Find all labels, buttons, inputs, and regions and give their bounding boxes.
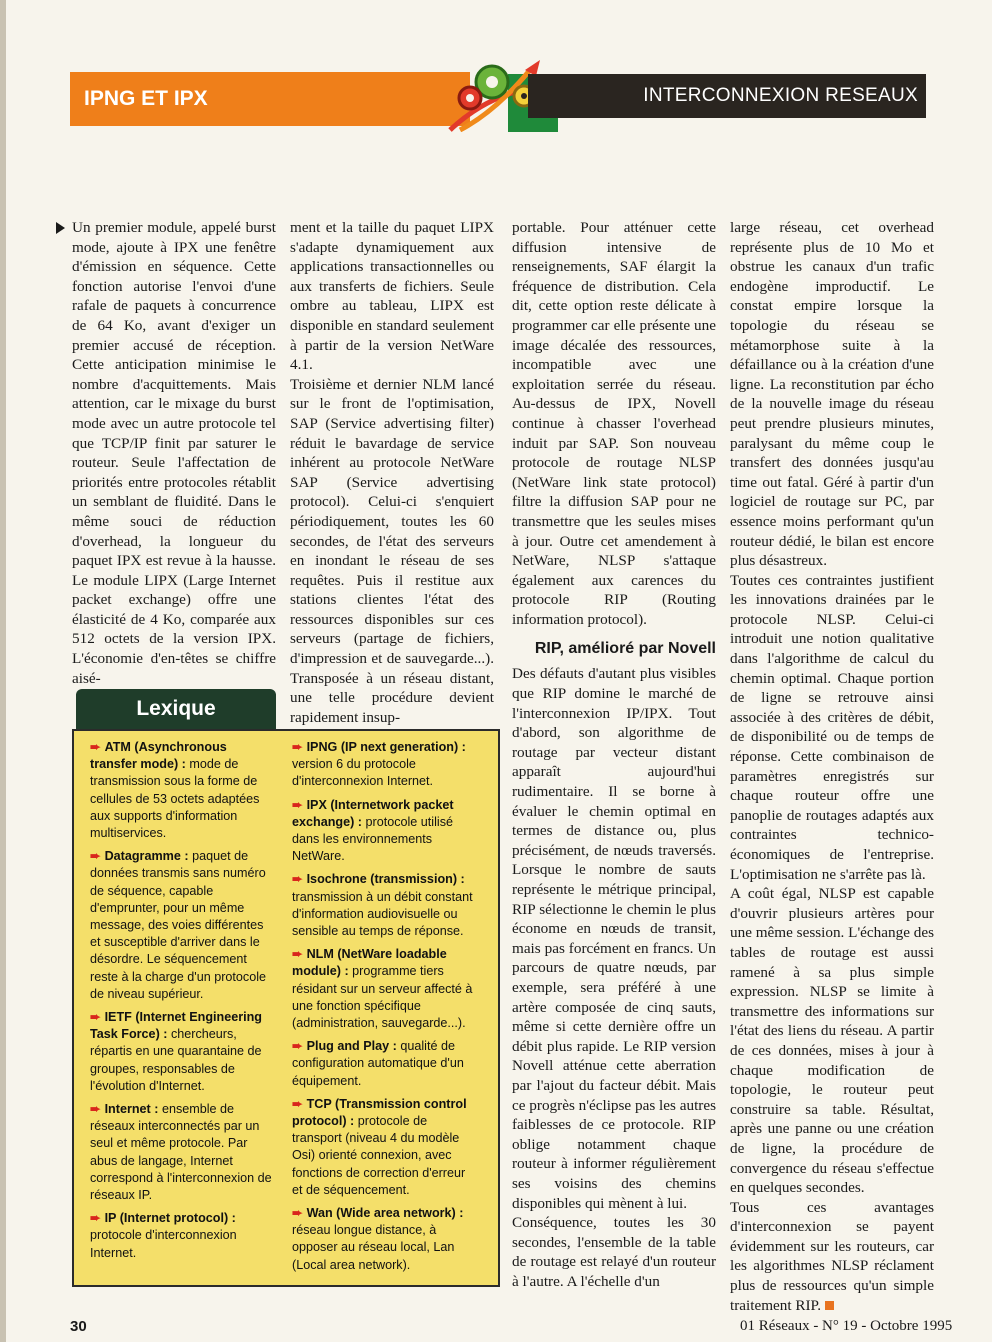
arrow-icon: ➨ (90, 1211, 101, 1226)
lexique-term: IPNG (IP next generation) : (306, 740, 466, 754)
arrow-icon: ➨ (292, 740, 303, 754)
lexique-entry (90, 739, 276, 842)
lexique-entry (90, 1210, 276, 1262)
article-paragraph: Des défauts d'autant plus visibles que RIP domine le marché de l'interconnexion IP/IPX. Tout d'abord, son algorithme de routage par vecteur distant apparaît aujourd'hui rudimentaire. Il se borne à évaluer le chemin optimal en termes de distance ou, plus précisément, de nœuds traversés. Lorsque le nombre de sauts représente le métrique principal, RIP sélectionne le chemin le plus économe en nœuds de transit, mais pas forcément en francs. Un parcours de quatre nœuds, par exemple, sera préféré à une artère composée de cinq sauts, même si cette dernière offre un débit plus rapide. Le RIP version Novell atténue cette aberration par l'ajout du facteur débit. Mais ce progrès n'éclipse pas les autres faiblesses de ce protocole. RIP oblige notamment chaque routeur à informer régulièrement ses voisins des chemins disponibles qui mènent à lui. (512, 665, 716, 1212)
arrow-icon: ➨ (90, 1102, 101, 1117)
lexique-term: Wan (Wide area network) : (306, 1206, 464, 1221)
arrow-icon: ➨ (90, 849, 101, 864)
lexique-definition: qualité de configuration automatique d'un équipement. (292, 1039, 464, 1088)
lexique-definition: programme tiers résidant sur un serveur affecté à une fonction spécifique (administration, sauvegarde...). (292, 964, 473, 1031)
lexique-term: IETF (Internet Engineering Task Force) : (90, 1010, 262, 1042)
article-paragraph: ment et la taille du paquet LIPX s'adapte dynamiquement aux applications transactionnelles ou aux transferts de fichiers. Seule ombre au tableau, LIPX est disponible en standard seulement à partir de la version NetWare 4.1. (290, 219, 494, 374)
article-paragraph: Troisième et dernier NLM lancé sur le front de l'optimisation, SAP (Service advertising filter) réduit le bavardage de service inhérent au protocole NetWare SAP (Service advertising protocol). Celui-ci s'enquiert périodiquement, toutes les 60 secondes, de l'état des serveurs en inondant le réseau de ses requêtes. Puis il restitue aux stations clientes l'état des ressources disponibles sur ces serveurs (partage de fichiers, d'impression et de sauvegarde...). Transposée à un réseau distant, une telle procédure devient rapidement insup- (290, 375, 494, 726)
arrow-icon: ➨ (292, 1096, 303, 1111)
lexique-definition: chercheurs, répartis en une quarantaine de groupes, responsables de l'évolution d'Internet. (90, 1027, 262, 1093)
lexique-entry (90, 1009, 276, 1095)
section-header-right: INTERCONNEXION RESEAUX (528, 74, 926, 118)
page-number: 30 (70, 1318, 87, 1335)
lexique-entry (292, 739, 478, 791)
article-paragraph: Conséquence, toutes les 30 secondes, l'ensemble de la table de routage est relayé d'un routeur à l'autre. A l'échelle d'un (512, 1214, 716, 1290)
lexique-entry (292, 1038, 478, 1090)
lexique-entry (90, 1101, 276, 1204)
article-paragraph (730, 1198, 934, 1316)
lexique-title: Lexique (76, 689, 276, 729)
lexique-definition: ensemble de réseaux interconnectés par un seul et même protocole. Par abus de langage, Internet correspond à l'interconnexion de réseaux IP. (90, 1102, 272, 1203)
lexique-column-left (90, 739, 276, 1268)
arrow-icon: ➨ (292, 872, 303, 887)
lexique-definition: protocole d'interconnexion Internet. (90, 1228, 237, 1260)
lexique-box (72, 729, 500, 1287)
page-edge (0, 0, 6, 1342)
article-column-3 (512, 218, 716, 1291)
issue-info: 01 Réseaux - N° 19 - Octobre 1995 (740, 1318, 953, 1334)
lexique-entry (292, 1205, 478, 1274)
lexique-term: Datagramme : (104, 849, 189, 864)
article-column-4 (730, 218, 934, 1315)
lexique-column-right (292, 739, 478, 1280)
lexique-entry (292, 797, 478, 866)
lexique-term: NLM (NetWare loadable module) : (292, 947, 447, 979)
article-column-1 (72, 218, 276, 688)
subheading: RIP, amélioré par Novell (534, 640, 716, 658)
lexique-entry (292, 1096, 478, 1199)
article-column-2 (290, 218, 494, 727)
lexique-term: Isochrone (transmission) : (306, 872, 465, 887)
lexique-term: Internet : (104, 1102, 159, 1117)
end-mark-icon (825, 1301, 834, 1310)
article-paragraph: A coût égal, NLSP est capable d'ouvrir plusieurs artères pour une même session. L'échange des tables de routage est aussi ramené à sa plus simple expression. NLSP se limite à transmettre des informations sur l'état des liens du réseau. A partir de ces données, mises à jour à chaque modification de topologie, le routeur peut construire sa table. Résultat, après une panne ou une création de ligne, la procédure de convergence du réseau s'effectue en quelques secondes. (730, 885, 934, 1197)
lexique-term: IP (Internet protocol) : (104, 1211, 236, 1226)
lexique-entry (292, 871, 478, 940)
lexique-term: ATM (Asynchronous transfer mode) : (90, 740, 227, 772)
article-paragraph: large réseau, cet overhead représente plus de 10 Mo et obstrue les canaux d'un trafic endogène improductif. Le constat empire lorsque la topologie du réseau se métamorphose suite à la défaillance ou à la création d'une ligne. La reconstitution par écho de la nouvelle image du réseau peut prendre plusieurs minutes, paralysant du même coup le transfert des données jusqu'au time out fatal. Géré à partir d'un logiciel de routage sur PC, par essence moins performant qu'un routeur dédié, le bilan est encore plus désastreux. (730, 219, 934, 570)
lexique-definition: protocole de transport (niveau 4 du modèle Osi) orienté connexion, avec fonctions de correction d'erreur et de séquencement. (292, 1114, 466, 1197)
lexique-term: TCP (Transmission control protocol) : (292, 1096, 467, 1129)
article-paragraph: portable. Pour atténuer cette diffusion intensive de renseignements, SAF élargit la fréquence de distribution. Cela dit, cette option reste délicate à programmer car elle présente une image décalée des ressources, incompatible avec une exploitation serrée du réseau. Au-dessus de IPX, Novell continue à chasser l'overhead induit par SAP. Son nouveau protocole de routage NLSP (NetWare link state protocol) filtre la diffusion SAP pour ne transmettre que les seules mises à jour. Outre cet amendement à NetWare, NLSP s'attaque également aux carences du protocole RIP (Routing information protocol). (512, 219, 716, 628)
lexique-definition: mode de transmission sous la forme de cellules de 53 octets adaptées aux supports d'information multiservices. (90, 757, 260, 841)
article-closing-text: Tous ces avantages d'interconnexion se payent évidemment sur les routeurs, car les algorithmes NLSP réclament plus de ressources qu'un simple traitement RIP. (730, 1198, 934, 1314)
arrow-icon: ➨ (90, 740, 101, 754)
lexique-definition: réseau longue distance, à opposer au réseau local, Lan (Local area network). (292, 1223, 455, 1272)
section-header-left: IPNG ET IPX (70, 72, 470, 126)
lexique-term: Plug and Play : (306, 1039, 397, 1054)
lexique-term: IPX (Internetwork packet exchange) : (292, 797, 454, 829)
arrow-icon: ➨ (292, 947, 303, 962)
lexique-definition: version 6 du protocole d'interconnexion Internet. (292, 757, 434, 789)
lexique-definition: paquet de données transmis sans numéro de séquence, capable d'emprunter, pour un même message, des voies différentes et susceptible d'arriver dans le désordre. Le séquencement reste à la charge d'un protocole de niveau supérieur. (90, 849, 267, 1001)
arrow-icon: ➨ (292, 797, 303, 812)
lexique-entry (90, 848, 276, 1003)
lexique-definition: protocole utilisé dans les environnements NetWare. (292, 814, 454, 864)
article-paragraph: Un premier module, appelé burst mode, ajoute à IPX une fenêtre d'émission en séquence. Cette fonction autorise l'envoi d'une rafale de paquets à concurrence de 64 Ko, avant d'exiger un premier accusé de réception. Cette anticipation minimise le nombre d'acquittements. Mais attention, car le mixage du burst mode avec un autre protocole tel que TCP/IP finit par saturer le routeur. Seule l'affectation de priorités entre protocoles rétablit un semblant de fluidité. Dans le même souci de réduction d'overhead, la longueur du paquet IPX est revue à la hausse. Le module LIPX (Large Internet packet exchange) offre une élasticité de 4 Ko, comparée aux 512 octets de la version IPX. L'économie d'en-têtes se chiffre aisé- (72, 219, 276, 687)
article-paragraph: Toutes ces contraintes justifient les innovations drainées par le protocole NLSP. Celui-ci introduit une notion qualitative dans l'algorithme de calcul du chemin optimal. Chaque portion de ligne se retrouve ainsi associée à des critères de débit, de disponibilité ou de temps de réponse. Cette combinaison de paramètres enregistrés sur chaque routeur offre une panoplie de routages adaptés aux contraintes technico-économiques de l'entreprise. L'optimisation ne s'arrête pas là. (730, 571, 934, 883)
arrow-icon: ➨ (292, 1206, 303, 1221)
arrow-icon: ➨ (292, 1039, 303, 1054)
arrow-icon: ➨ (90, 1010, 101, 1025)
lexique-definition: transmission à un débit constant d'information audiovisuelle ou sensible au temps de réponse. (292, 889, 473, 939)
lexique-entry (292, 946, 478, 1032)
start-marker-icon (56, 222, 65, 234)
